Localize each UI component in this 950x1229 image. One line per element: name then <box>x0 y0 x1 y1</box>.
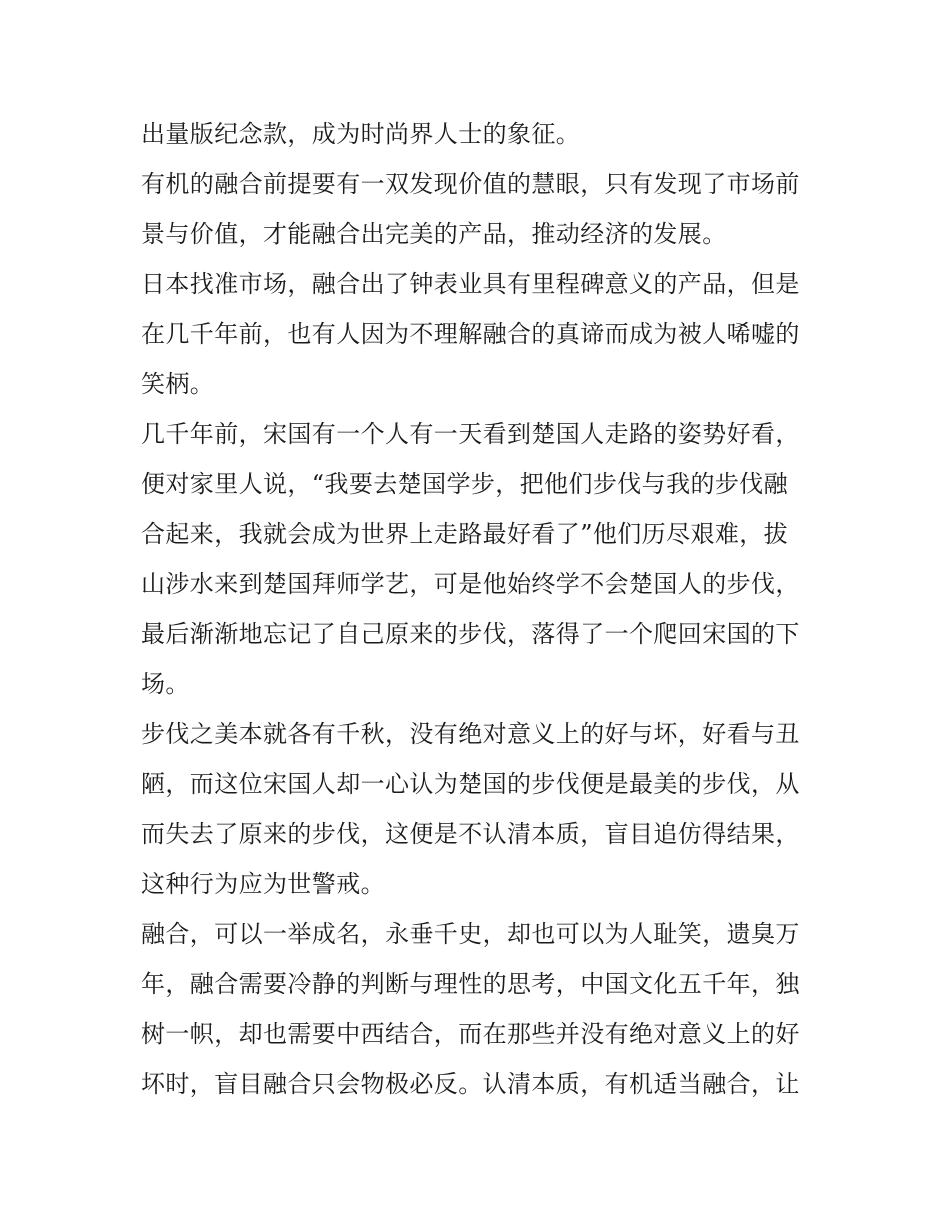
text-line: 日本找准市场，融合出了钟表业具有里程碑意义的产品，但是 <box>141 270 800 298</box>
text-line: 合起来，我就会成为世界上走路最好看了”他们历尽艰难，拔 <box>141 520 789 548</box>
text-line: 几千年前，宋国有一个人有一天看到楚国人走路的姿势好看， <box>141 420 800 448</box>
text-line: 便对家里人说，“我要去楚国学步，把他们步伐与我的步伐融 <box>141 470 789 498</box>
text-line: 场。 <box>141 670 190 698</box>
text-line: 有机的融合前提要有一双发现价值的慧眼，只有发现了市场前 <box>141 170 800 198</box>
text-line: 年，融合需要冷静的判断与理性的思考，中国文化五千年，独 <box>141 970 800 998</box>
text-line: 这种行为应为世警戒。 <box>141 870 385 898</box>
text-line: 山涉水来到楚国拜师学艺，可是他始终学不会楚国人的步伐， <box>141 570 800 598</box>
text-line: 步伐之美本就各有千秋，没有绝对意义上的好与坏，好看与丑 <box>141 720 800 748</box>
text-line: 陋，而这位宋国人却一心认为楚国的步伐便是最美的步伐，从 <box>141 770 800 798</box>
document-body <box>141 109 821 1109</box>
text-line: 而失去了原来的步伐，这便是不认清本质，盲目追仿得结果， <box>141 820 800 848</box>
text-line: 笑柄。 <box>141 370 215 398</box>
text-line: 最后渐渐地忘记了自己原来的步伐，落得了一个爬回宋国的下 <box>141 620 800 648</box>
text-line: 在几千年前，也有人因为不理解融合的真谛而成为被人唏嘘的 <box>141 320 800 348</box>
text-line: 坏时，盲目融合只会物极必反。认清本质，有机适当融合，让 <box>141 1070 800 1098</box>
text-line: 出量版纪念款，成为时尚界人士的象征。 <box>141 120 581 148</box>
text-line: 树一帜，却也需要中西结合，而在那些并没有绝对意义上的好 <box>141 1020 800 1048</box>
text-line: 景与价值，才能融合出完美的产品，推动经济的发展。 <box>141 220 727 248</box>
text-line: 融合，可以一举成名，永垂千史，却也可以为人耻笑，遗臭万 <box>141 920 800 948</box>
